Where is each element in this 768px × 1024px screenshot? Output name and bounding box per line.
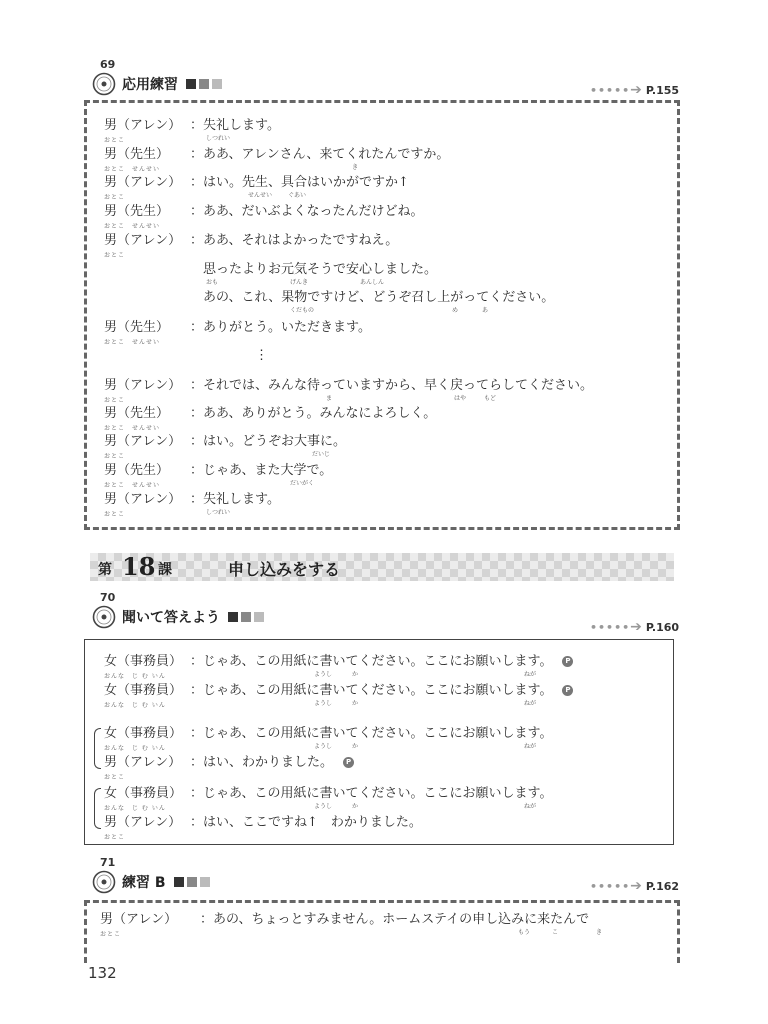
speaker-furigana: おとこ xyxy=(104,194,126,201)
cd-icon xyxy=(92,605,116,629)
furigana: か xyxy=(352,743,359,750)
speaker-label: 女（事務員） おんな じ む いん xyxy=(104,683,182,699)
furigana: ぐあい xyxy=(288,192,307,199)
speaker-label: 女（事務員） おんな じ む いん xyxy=(104,726,182,742)
level-squares xyxy=(228,610,267,626)
lesson-prefix: 第 xyxy=(98,562,112,578)
furigana: しつれい xyxy=(206,509,231,516)
page-reference: •••••➔ P.155 xyxy=(590,82,680,98)
furigana: ようし xyxy=(314,803,333,810)
lesson-suffix: 課 xyxy=(158,562,172,578)
speaker-label: 男（先生） おとこ せんせい xyxy=(104,406,169,422)
dialogue-text: あの、これ、果物ですけど、どうぞ召し上がってください。 xyxy=(190,290,555,305)
dialogue-text: ：はい、ここですね↑ わかりました。 xyxy=(190,815,422,830)
speaker-furigana: おとこ xyxy=(104,834,126,841)
speaker-label: 男（アレン） おとこ xyxy=(100,912,177,928)
track-number: 69 xyxy=(100,58,116,71)
speaker-furigana: おとこ xyxy=(104,774,126,781)
furigana: ねが xyxy=(524,803,537,810)
speaker-label: 男（先生） おとこ せんせい xyxy=(104,147,169,163)
speaker-label: 男（先生） おとこ せんせい xyxy=(104,320,169,336)
dialogue-text: ：はい。どうぞお大事に。 xyxy=(190,434,347,449)
pause-mark-icon: P xyxy=(343,757,354,768)
furigana: ようし xyxy=(314,743,333,750)
lesson-header xyxy=(90,553,674,581)
track-number: 71 xyxy=(100,856,116,869)
furigana: くだもの xyxy=(290,307,315,314)
speaker-label: 男（アレン） おとこ xyxy=(104,815,181,831)
furigana: ねが xyxy=(524,743,537,750)
furigana: もう xyxy=(518,929,531,936)
dialogue-text: ：じゃあ、この用紙に書いてください。ここにお願いします。 P xyxy=(190,683,573,699)
dialogue-text: ：じゃあ、この用紙に書いてください。ここにお願いします。 xyxy=(190,726,553,741)
dialogue-text: ：じゃあ、この用紙に書いてください。ここにお願いします。 P xyxy=(190,654,573,670)
furigana: ねが xyxy=(524,700,537,707)
dialogue-text: ：失礼します。 xyxy=(190,492,280,507)
speaker-label: 男（アレン） おとこ xyxy=(104,755,181,771)
furigana: あんしん xyxy=(360,279,385,286)
speaker-furigana: おとこ xyxy=(104,397,126,404)
page-reference: •••••➔ P.160 xyxy=(590,619,680,635)
dialogue-text: ：ありがとう。いただきます。 xyxy=(190,320,371,335)
furigana: ようし xyxy=(314,671,333,678)
furigana: き xyxy=(596,929,603,936)
dialogue-pair-bracket xyxy=(94,728,101,769)
furigana: き xyxy=(352,164,359,171)
speaker-furigana: おんな じ む いん xyxy=(104,673,166,680)
furigana: せんせい xyxy=(248,192,273,199)
cd-icon xyxy=(92,870,116,894)
furigana: あ xyxy=(482,307,489,314)
dialogue-text: ：はい、わかりました。 P xyxy=(190,755,354,771)
dialogue-text: ：それでは、みんな待っていますから、早く戻ってらしてください。 xyxy=(190,378,594,393)
furigana: こ xyxy=(552,929,559,936)
speaker-label: 男（先生） おとこ せんせい xyxy=(104,204,169,220)
furigana: しつれい xyxy=(206,135,231,142)
dialogue-text: ：ああ、それはよかったですねえ。 xyxy=(190,233,399,248)
dialogue-text: ：ああ、ありがとう。みんなによろしく。 xyxy=(190,406,437,421)
speaker-label: 女（事務員） おんな じ む いん xyxy=(104,786,182,802)
furigana: げんき xyxy=(290,279,309,286)
dialogue-text: ：ああ、だいぶよくなったんだけどね。 xyxy=(190,204,424,219)
speaker-label: 男（アレン） おとこ xyxy=(104,233,181,249)
speaker-furigana: おとこ xyxy=(104,453,126,460)
section-title: 聞いて答えよう xyxy=(122,610,220,626)
furigana: だいじ xyxy=(312,451,331,458)
dialogue-text: ：ああ、アレンさん、来てくれたんですか。 xyxy=(190,147,450,162)
speaker-furigana: おんな じ む いん xyxy=(104,745,166,752)
lesson-number: 18 xyxy=(122,552,156,581)
speaker-label: 男（アレン） おとこ xyxy=(104,434,181,450)
speaker-label: 男（先生） おとこ せんせい xyxy=(104,463,169,479)
speaker-furigana: おとこ せんせい xyxy=(104,339,161,346)
speaker-furigana: おんな じ む いん xyxy=(104,702,166,709)
speaker-furigana: おとこ xyxy=(104,137,126,144)
dialogue-box-69 xyxy=(84,100,680,530)
cd-icon xyxy=(92,72,116,96)
dialogue-pair-bracket xyxy=(94,788,101,829)
pause-mark-icon: P xyxy=(562,656,573,667)
speaker-furigana: おとこ xyxy=(104,511,126,518)
section-title: 練習 B xyxy=(122,875,166,891)
speaker-label: 女（事務員） おんな じ む いん xyxy=(104,654,182,670)
dialogue-text: ：失礼します。 xyxy=(190,118,280,133)
pause-mark-icon: P xyxy=(562,685,573,696)
level-squares xyxy=(174,875,213,891)
furigana: め xyxy=(452,307,459,314)
dialogue-text: 思ったよりお元気そうで安心しました。 xyxy=(190,262,438,277)
speaker-furigana: おとこ せんせい xyxy=(104,223,161,230)
speaker-furigana: おとこ せんせい xyxy=(104,166,161,173)
dialogue-text: ⋮ xyxy=(190,348,269,363)
furigana: か xyxy=(352,671,359,678)
speaker-label: 男（アレン） おとこ xyxy=(104,175,181,191)
furigana: ねが xyxy=(524,671,537,678)
speaker-furigana: おとこ せんせい xyxy=(104,482,161,489)
speaker-label: 男（アレン） おとこ xyxy=(104,118,181,134)
speaker-label: 男（アレン） おとこ xyxy=(104,378,181,394)
furigana: ま xyxy=(326,395,333,402)
furigana: もど xyxy=(484,395,497,402)
speaker-furigana: おとこ xyxy=(100,931,122,938)
furigana: ようし xyxy=(314,700,333,707)
dialogue-box-71 xyxy=(84,900,680,963)
page-number: 132 xyxy=(88,964,117,982)
dialogue-text: ：じゃあ、また大学で。 xyxy=(190,463,333,478)
lesson-title: 申し込みをする xyxy=(228,560,341,579)
page-reference: •••••➔ P.162 xyxy=(590,878,680,894)
furigana: おも xyxy=(206,279,219,286)
track-number: 70 xyxy=(100,591,116,604)
furigana: だいがく xyxy=(290,480,315,487)
speaker-furigana: おんな じ む いん xyxy=(104,805,166,812)
dialogue-text: ：じゃあ、この用紙に書いてください。ここにお願いします。 xyxy=(190,786,553,801)
furigana: か xyxy=(352,803,359,810)
section-title: 応用練習 xyxy=(122,77,178,93)
dialogue-text: ：あの、ちょっとすみません。ホームステイの申し込みに来たんで xyxy=(200,912,590,927)
level-squares xyxy=(186,77,225,93)
furigana: はや xyxy=(454,395,467,402)
speaker-label: 男（アレン） おとこ xyxy=(104,492,181,508)
speaker-furigana: おとこ せんせい xyxy=(104,425,161,432)
dialogue-text: ：はい。先生、具合はいかがですか↑ xyxy=(190,175,409,190)
speaker-furigana: おとこ xyxy=(104,252,126,259)
furigana: か xyxy=(352,700,359,707)
